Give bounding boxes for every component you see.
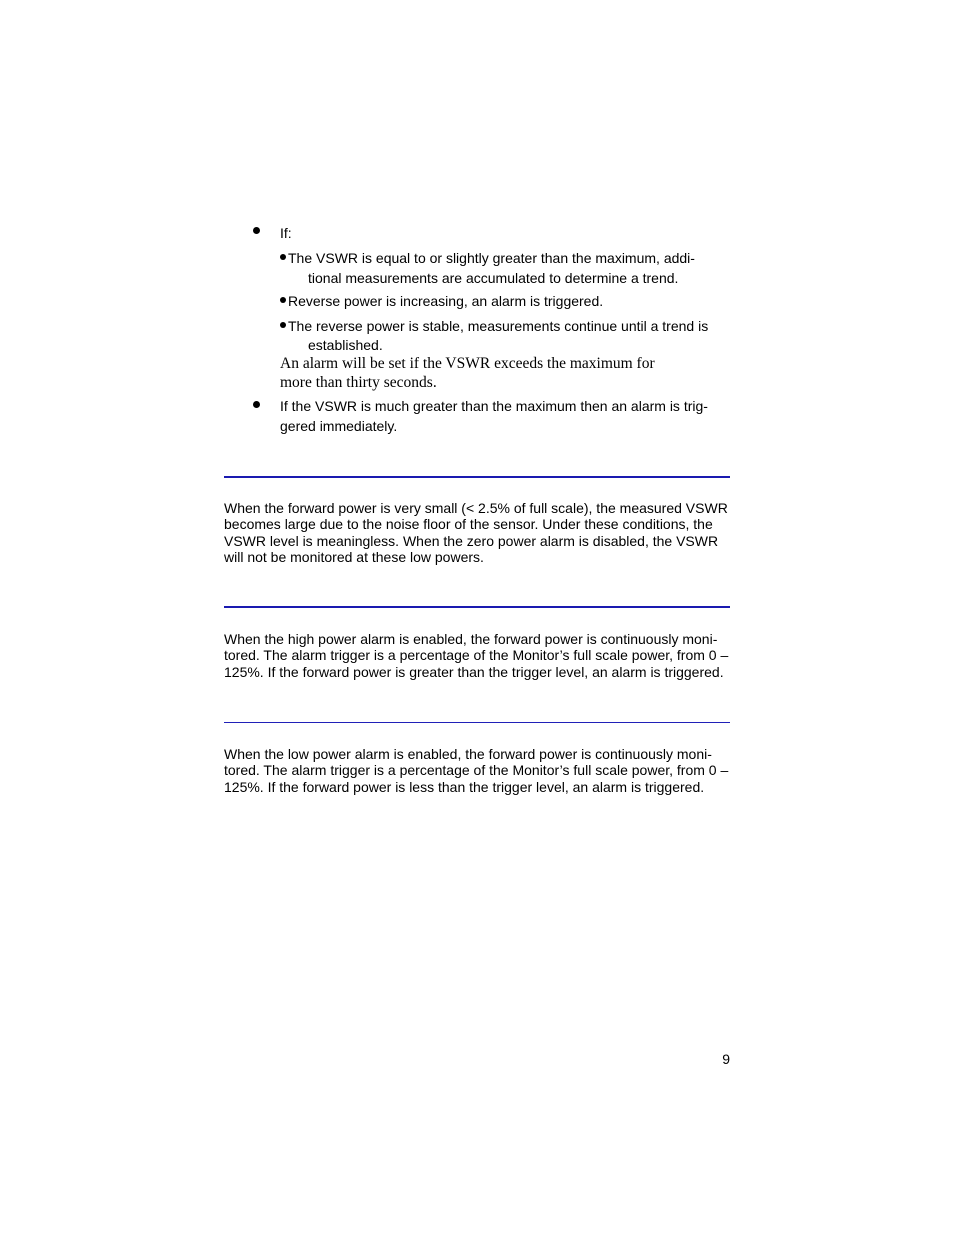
sub-list-item-text: Reverse power is increasing, an alarm is triggered. <box>288 293 604 309</box>
paragraph-line: 125%. If the forward power is less than the trigger level, an alarm is triggered. <box>224 778 705 795</box>
sub-list-item <box>280 250 695 267</box>
section-rule <box>224 476 730 478</box>
note-line: An alarm will be set if the VSWR exceeds the maximum for <box>280 355 655 372</box>
section-rule <box>224 722 730 723</box>
paragraph-line: will not be monitored at these low powers. <box>224 548 484 565</box>
paragraph-line: When the low power alarm is enabled, the forward power is continuously moni- <box>224 746 712 762</box>
paragraph-line: VSWR level is meaningless. When the zero power alarm is disabled, the VSWR <box>224 532 719 549</box>
section-paragraph <box>224 746 728 795</box>
paragraph-line: When the forward power is very small (< 2.5% of full scale), the measured VSWR <box>224 500 728 516</box>
sub-list-item-continuation: established. <box>308 337 383 353</box>
paragraph-line: tored. The alarm trigger is a percentage of the Monitor’s full scale power, from 0 – <box>224 647 729 664</box>
bullet-dot <box>253 401 260 408</box>
list-item-label: If: <box>280 225 292 241</box>
section-rule <box>224 606 730 608</box>
bullet-dot <box>253 227 260 234</box>
note-line: more than thirty seconds. <box>280 374 437 391</box>
sub-list-item-text: The VSWR is equal to or slightly greater than the maximum, addi- <box>288 250 695 266</box>
list-item-text: If the VSWR is much greater than the maximum then an alarm is trig- <box>280 398 708 414</box>
sub-list-item <box>280 318 708 335</box>
sub-bullet-dot <box>280 322 286 328</box>
section-paragraph <box>224 500 728 565</box>
section-paragraph <box>224 631 728 680</box>
page-number: 9 <box>722 1051 730 1067</box>
paragraph-line: When the high power alarm is enabled, the forward power is continuously moni- <box>224 631 718 647</box>
paragraph-line: becomes large due to the noise floor of the sensor. Under these conditions, the <box>224 516 713 533</box>
sub-list-item-text: The reverse power is stable, measurements continue until a trend is <box>288 318 709 334</box>
sub-list-item-continuation: tional measurements are accumulated to determine a trend. <box>308 270 679 286</box>
paragraph-line: tored. The alarm trigger is a percentage of the Monitor’s full scale power, from 0 – <box>224 762 729 779</box>
sub-bullet-dot <box>280 254 286 260</box>
sub-bullet-dot <box>280 297 286 303</box>
paragraph-line: 125%. If the forward power is greater than the trigger level, an alarm is triggered. <box>224 663 724 680</box>
list-item-text: gered immediately. <box>280 418 398 434</box>
sub-list-item <box>280 293 603 310</box>
